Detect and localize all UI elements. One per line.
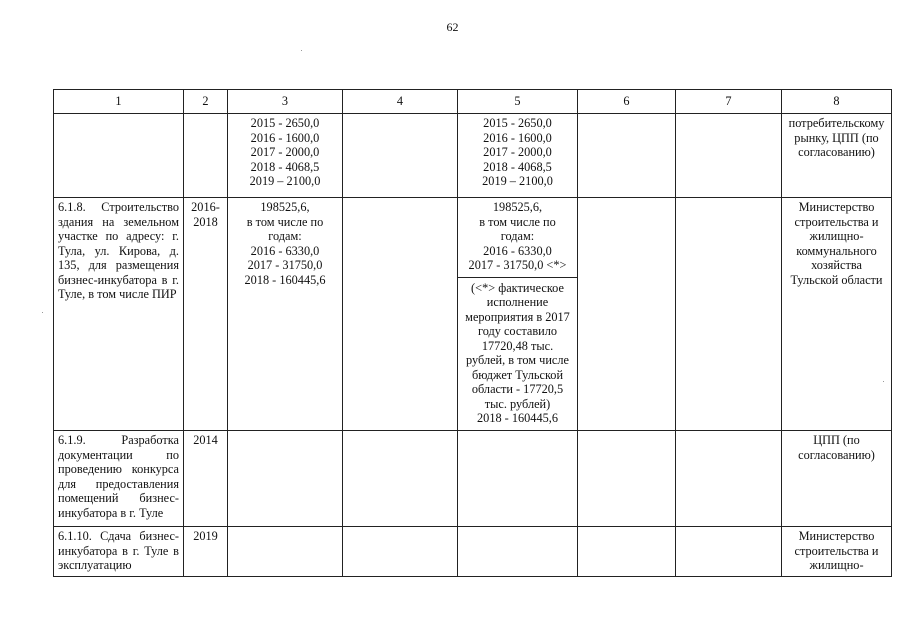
column-header: 7 — [676, 90, 782, 114]
empty-cell — [578, 527, 676, 577]
empty-cell — [676, 114, 782, 198]
table-row — [54, 431, 892, 527]
empty-cell — [228, 431, 343, 527]
table-row — [54, 527, 892, 577]
table-header-row — [54, 90, 892, 114]
column-header: 3 — [228, 90, 343, 114]
funding-cell: 198525,6, в том числе по годам: 2016 - 6330,0 2017 - 31750,0 2018 - 160445,6 — [228, 198, 343, 431]
page-number: 62 — [446, 20, 459, 34]
responsible-cell: потребительскому рынку, ЦПП (по согласованию) — [782, 114, 892, 198]
empty-cell — [676, 198, 782, 431]
scan-speck — [301, 50, 302, 51]
footnote-actual-execution: (<*> фактическое исполнение мероприятия в 2017 году составило 17720,48 тыс. рублей, в том числе бюджет Тульской области - 17720,5 тыс. рублей) 2018 - 160445,6 — [465, 280, 570, 425]
period-cell: 2014 — [184, 431, 228, 527]
empty-cell — [676, 431, 782, 527]
responsible-cell: Министерство строительства и жилищно- — [782, 527, 892, 577]
empty-cell — [343, 198, 458, 431]
funding-summary: 198525,6, в том числе по годам: 2016 - 6330,0 2017 - 31750,0 <*> — [458, 198, 577, 278]
activity-cell: 6.1.9. Разработка документации по проведению конкурса для предоставления помещений бизнес-инкубатора в г. Туле — [54, 431, 184, 527]
activity-cell: 6.1.8. Строительство здания на земельном участке по адресу: г. Тула, ул. Кирова, д. 135, для размещения бизнес-инкубатора в г. Туле, в том числе ПИР — [54, 198, 184, 431]
period-cell — [184, 114, 228, 198]
table-row — [54, 198, 892, 431]
empty-cell — [343, 431, 458, 527]
empty-cell — [578, 198, 676, 431]
table-row — [54, 114, 892, 198]
column-header: 4 — [343, 90, 458, 114]
column-header: 6 — [578, 90, 676, 114]
funding-actual-cell: 2015 - 2650,0 2016 - 1600,0 2017 - 2000,0 2018 - 4068,5 2019 – 2100,0 — [458, 114, 578, 198]
responsible-cell: ЦПП (по согласованию) — [782, 431, 892, 527]
responsible-cell: Министерство строительства и жилищно-коммунального хозяйства Тульской области — [782, 198, 892, 431]
column-header: 8 — [782, 90, 892, 114]
funding-actual-cell — [458, 198, 578, 431]
scan-speck — [42, 312, 43, 313]
empty-cell — [343, 114, 458, 198]
plan-table — [53, 89, 892, 577]
empty-cell — [578, 114, 676, 198]
period-cell: 2016-2018 — [184, 198, 228, 431]
empty-cell — [228, 527, 343, 577]
column-header: 2 — [184, 90, 228, 114]
empty-cell — [578, 431, 676, 527]
activity-cell — [54, 114, 184, 198]
empty-cell — [343, 527, 458, 577]
period-cell: 2019 — [184, 527, 228, 577]
column-header: 1 — [54, 90, 184, 114]
funding-cell: 2015 - 2650,0 2016 - 1600,0 2017 - 2000,0 2018 - 4068,5 2019 – 2100,0 — [228, 114, 343, 198]
column-header: 5 — [458, 90, 578, 114]
empty-cell — [676, 527, 782, 577]
empty-cell — [458, 527, 578, 577]
empty-cell — [458, 431, 578, 527]
activity-cell: 6.1.10. Сдача бизнес-инкубатора в г. Туле в эксплуатацию — [54, 527, 184, 577]
